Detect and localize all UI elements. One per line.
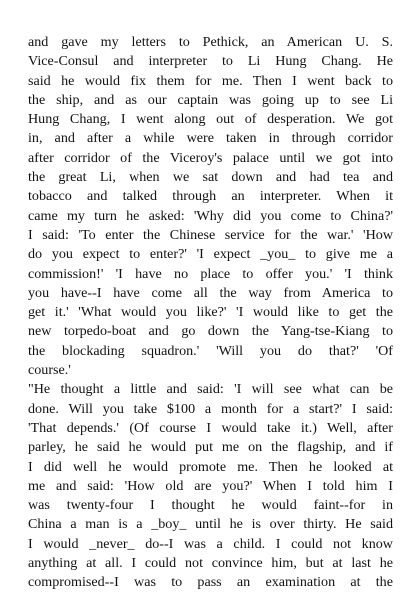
text-line: China a man is a _boy_ until he is over thirty. He said [28, 516, 393, 533]
text-line: Hung Chang, I went along out of desperation. We got [28, 111, 393, 128]
document-page [28, 33, 393, 593]
text-line: me and said: 'How old are you?' When I told him I [28, 477, 393, 494]
text-line: in, and after a while were taken in through corridor [28, 130, 393, 147]
text-line: compromised--I was to pass an examination at the [28, 574, 393, 591]
text-line: the great Li, when we sat down and had tea and [28, 169, 393, 186]
text-line: I would _never_ do--I was a child. I could not know [28, 535, 393, 552]
text-line: Vice-Consul and interpreter to Li Hung Chang. He [28, 53, 393, 70]
text-line: anything at all. I could not convince him, but at last he [28, 555, 393, 572]
text-line: parley, he said he would put me on the flagship, and if [28, 439, 393, 456]
text-line: was twenty-four I thought he would faint--for in [28, 497, 393, 514]
paragraph-2 [28, 380, 393, 592]
text-line: tobacco and talked through an interpreter. When it [28, 188, 393, 205]
text-line: course.' [28, 362, 71, 379]
text-line: after corridor of the Viceroy's palace until we got into [28, 149, 393, 166]
text-line: said he would fix them for me. Then I went back to [28, 72, 393, 89]
text-line: came my turn he asked: 'Why did you come to China?' [28, 207, 393, 224]
text-line: I did well he would promote me. Then he looked at [28, 458, 393, 475]
text-line: new torpedo-boat and go down the Yang-tse-Kiang to [28, 323, 393, 340]
paragraph-1 [28, 33, 393, 380]
text-line: and gave my letters to Pethick, an American U. S. [28, 34, 393, 50]
text-line: the blockading squadron.' 'Will you do that?' 'Of [28, 342, 393, 359]
text-line: the ship, and as our captain was going up to see Li [28, 91, 393, 108]
text-line: done. Will you take $100 a month for a start?' I said: [28, 400, 393, 417]
text-line: "He thought a little and said: 'I will see what can be [28, 381, 393, 398]
text-line: commission!' 'I have no place to offer you.' 'I think [28, 265, 393, 282]
text-line: do you expect to enter?' 'I expect _you_ to give me a [28, 246, 393, 263]
text-line: you have--I have come all the way from America to [28, 284, 393, 301]
text-line: I said: 'To enter the Chinese service for the war.' 'How [28, 226, 393, 243]
text-line: 'That depends.' (Of course I would take it.) Well, after [28, 419, 393, 436]
text-line: get it.' 'What would you like?' 'I would like to get the [28, 304, 393, 321]
